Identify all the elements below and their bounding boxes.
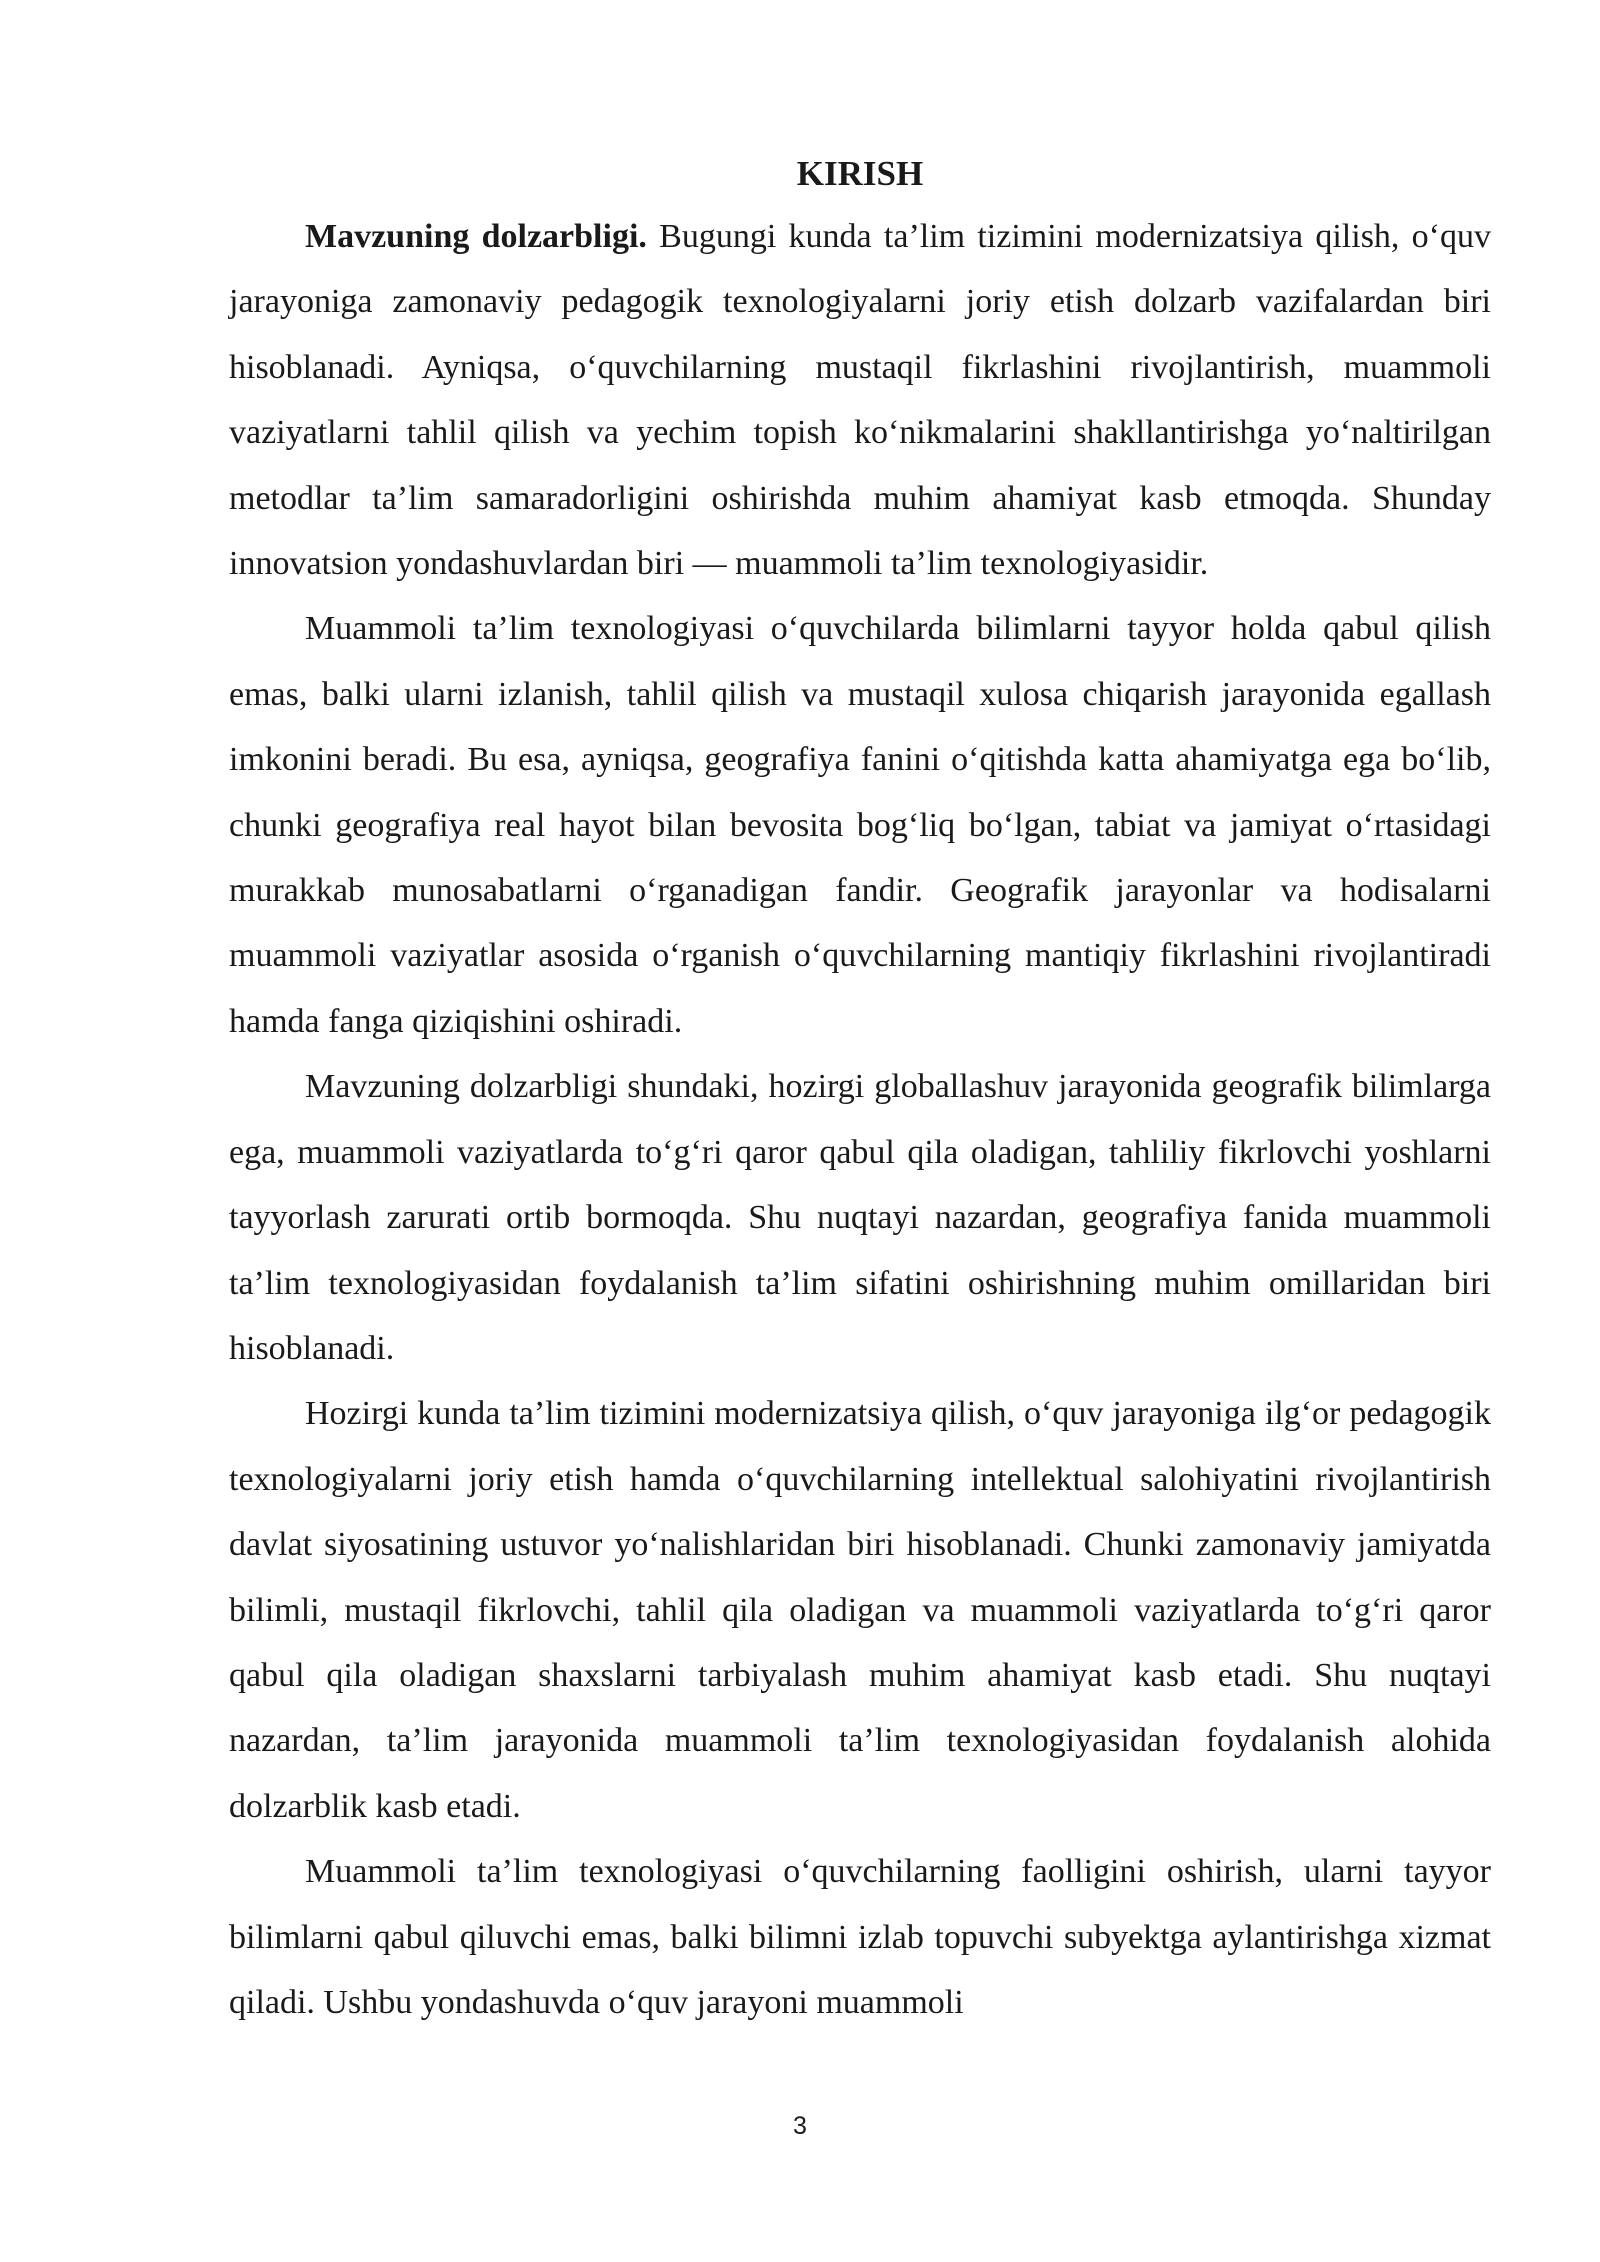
paragraph-lead: Mavzuning dolzarbligi. <box>305 218 647 255</box>
paragraph-text: Bugungi kunda ta’lim tizimini modernizatsiya qilish, o‘quv jarayoniga zamonaviy pedagogik texnologiyalarni joriy etish dolzarb vazifalardan biri hisoblanadi. Ayniqsa, o‘quvchilarning mustaqil fikrlashini rivojlantirish, muammoli vaziyatlarni tahlil qilish va yechim topish ko‘nikmalarini shakllantirishga yo‘naltirilgan metodlar ta’lim samaradorligini oshirishda muhim ahamiyat kasb etmoqda. Shunday innovatsion yondashuvlardan biri — muammoli ta’lim texnologiyasidir. <box>229 218 1492 583</box>
paragraph-relevance-detail: Mavzuning dolzarbligi shundaki, hozirgi globallashuv jarayonida geografik bilimlarga ega, muammoli vaziyatlarda to‘g‘ri qaror qabul qila oladigan, tahliliy fikrlovchi yoshlarni tayyorlash zarurati ortib bormoqda. Shu nuqtayi nazardan, geografiya fanida muammoli ta’lim texnologiyasidan foydalanish ta’lim sifatini oshirishning muhim omillaridan biri hisoblanadi. <box>229 1068 1491 1367</box>
paragraph-problem-technology: Muammoli ta’lim texnologiyasi o‘quvchilarda bilimlarni tayyor holda qabul qilish emas, balki ularni izlanish, tahlil qilish va mustaqil xulosa chiqarish jarayonida egallash imkonini beradi. Bu esa, ayniqsa, geografiya fanini o‘qitishda katta ahamiyatga ega bo‘lib, chunki geografiya real hayot bilan bevosita bog‘liq bo‘lgan, tabiat va jamiyat o‘rtasidagi murakkab munosabatlarni o‘rganadigan fandir. Geografik jarayonlar va hodisalarni muammoli vaziyatlar asosida o‘rganish o‘quvchilarning mantiqiy fikrlashini rivojlantiradi hamda fanga qiziqishini oshiradi. <box>229 610 1491 1040</box>
page-number: 3 <box>793 2112 807 2140</box>
section-heading: KIRISH <box>796 154 924 193</box>
paragraph-relevance <box>229 204 1491 596</box>
document-page <box>229 150 1491 2035</box>
paragraph-modernization: Hozirgi kunda ta’lim tizimini modernizatsiya qilish, o‘quv jarayoniga ilg‘or pedagogik texnologiyalarni joriy etish hamda o‘quvchilarning intellektual salohiyatini rivojlantirish davlat siyosatining ustuvor yo‘nalishlaridan biri hisoblanadi. Chunki zamonaviy jamiyatda bilimli, mustaqil fikrlovchi, tahlil qila oladigan va muammoli vaziyatlarda to‘g‘ri qaror qabul qila oladigan shaxslarni tarbiyalash muhim ahamiyat kasb etadi. Shu nuqtayi nazardan, ta’lim jarayonida muammoli ta’lim texnologiyasidan foydalanish alohida dolzarblik kasb etadi. <box>229 1395 1491 1825</box>
paragraph-student-activity: Muammoli ta’lim texnologiyasi o‘quvchilarning faolligini oshirish, ularni tayyor bilimlarni qabul qiluvchi emas, balki bilimni izlab topuvchi subyektga aylantirishga xizmat qiladi. Ushbu yondashuvda o‘quv jarayoni muammoli <box>229 1853 1491 2021</box>
